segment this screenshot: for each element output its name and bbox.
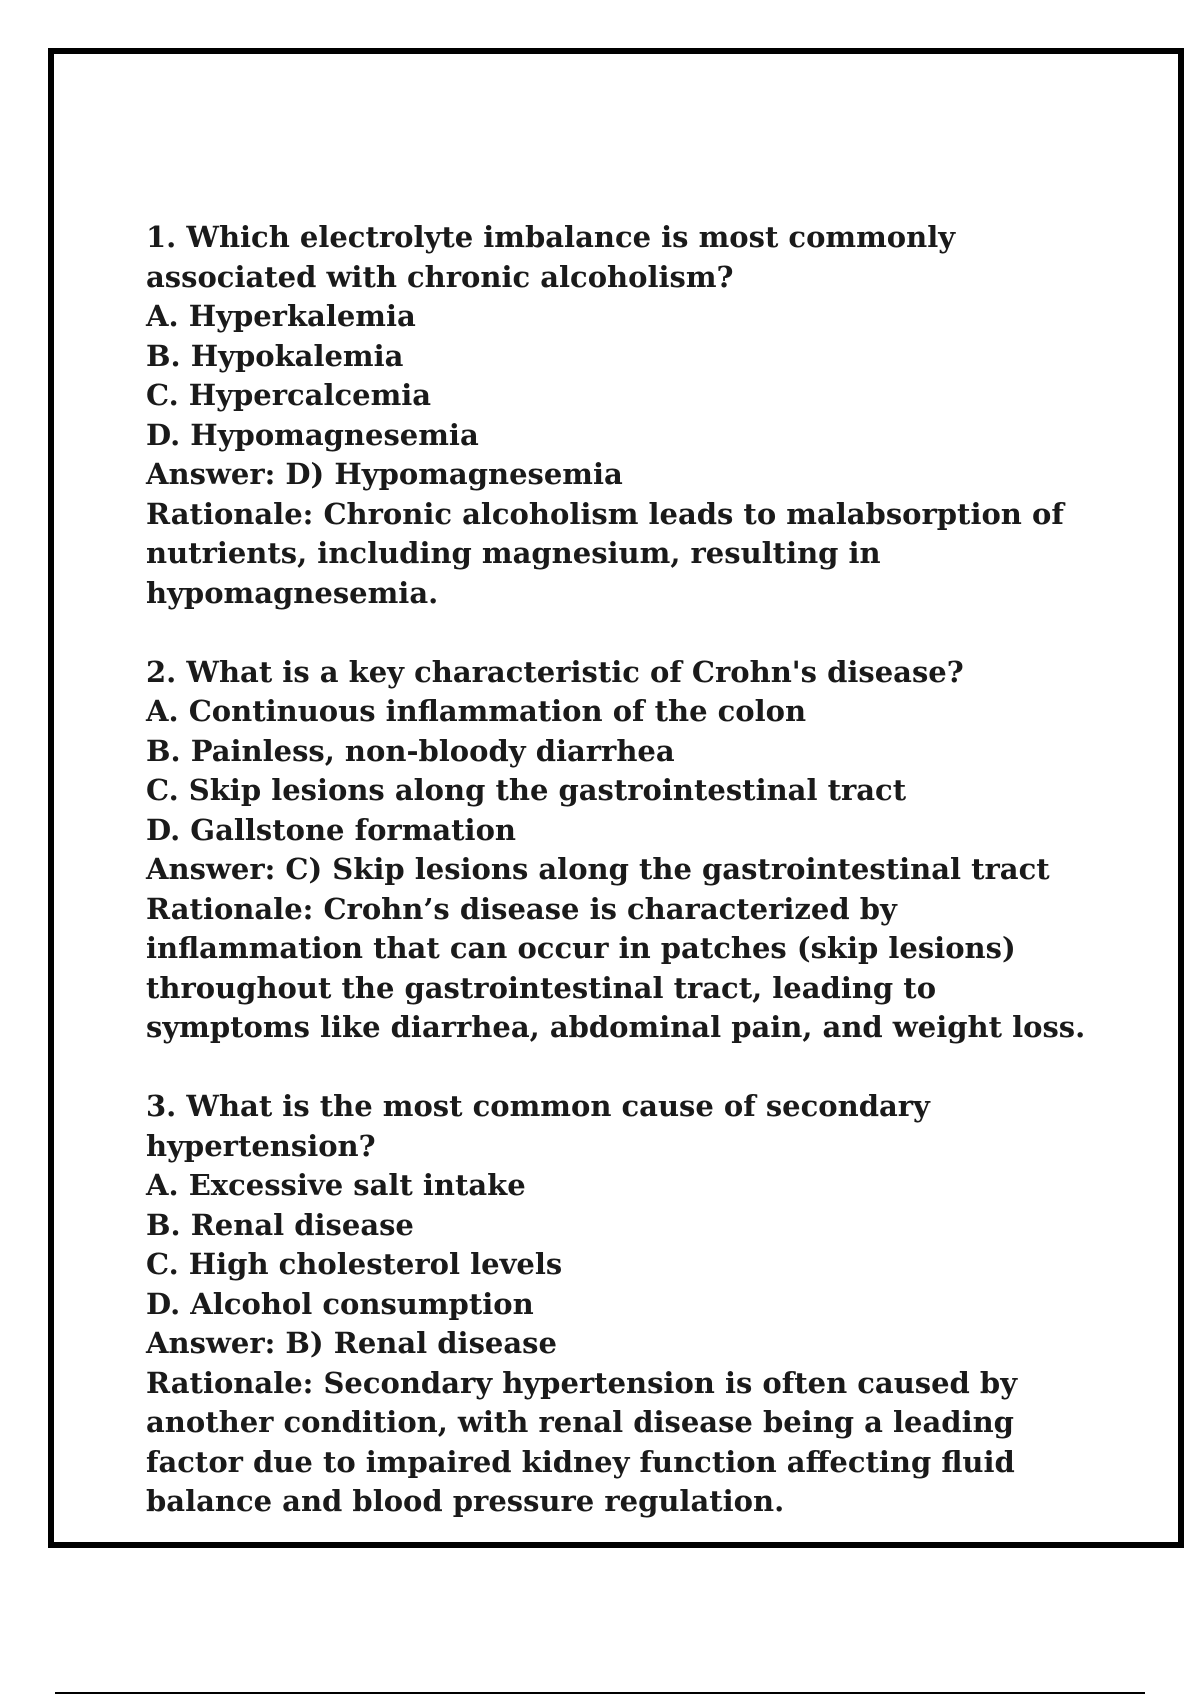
option-c: C. High cholesterol levels	[146, 1247, 563, 1281]
option-b: B. Renal disease	[146, 1207, 414, 1242]
question-text: 3. What is the most common cause of secondary hypertension?	[146, 1089, 930, 1163]
question-list	[146, 218, 1106, 1561]
question-block-1	[146, 218, 1106, 613]
question-block-2	[146, 653, 1106, 1048]
option-c: C. Skip lesions along the gastrointestinal tract	[146, 773, 907, 807]
answer-text: Answer: D) Hypomagnesemia	[146, 457, 623, 491]
footer-divider	[55, 1692, 1145, 1694]
option-b: B. Painless, non-bloody diarrhea	[146, 733, 675, 768]
rationale-text: Rationale: Chronic alcoholism leads to malabsorption of nutrients, including magnesium, resulting in hypomagnesemia.	[146, 496, 1064, 610]
option-d: D. Hypomagnesemia	[146, 417, 479, 452]
option-c: C. Hypercalcemia	[146, 378, 432, 412]
option-d: D. Alcohol consumption	[146, 1286, 534, 1321]
option-a: A. Hyperkalemia	[146, 299, 416, 333]
option-d: D. Gallstone formation	[146, 812, 517, 847]
option-b: B. Hypokalemia	[146, 338, 404, 373]
option-a: A. Excessive salt intake	[146, 1168, 526, 1202]
rationale-text: Rationale: Secondary hypertension is often caused by another condition, with renal disease being a leading factor due to impaired kidney function affecting fluid balance and blood pressure regulation.	[146, 1365, 1018, 1518]
rationale-text: Rationale: Crohn’s disease is characterized by inflammation that can occur in patches (skip lesions) throughout the gastrointestinal tract, leading to symptoms like diarrhea, abdominal pain, and weight loss.	[146, 891, 1086, 1044]
question-text: 1. Which electrolyte imbalance is most commonly associated with chronic alcoholism?	[146, 220, 956, 294]
answer-text: Answer: B) Renal disease	[146, 1326, 557, 1360]
option-a: A. Continuous inflammation of the colon	[146, 694, 807, 728]
question-block-3	[146, 1087, 1106, 1522]
answer-text: Answer: C) Skip lesions along the gastrointestinal tract	[146, 852, 1050, 886]
question-text: 2. What is a key characteristic of Crohn's disease?	[146, 654, 964, 689]
